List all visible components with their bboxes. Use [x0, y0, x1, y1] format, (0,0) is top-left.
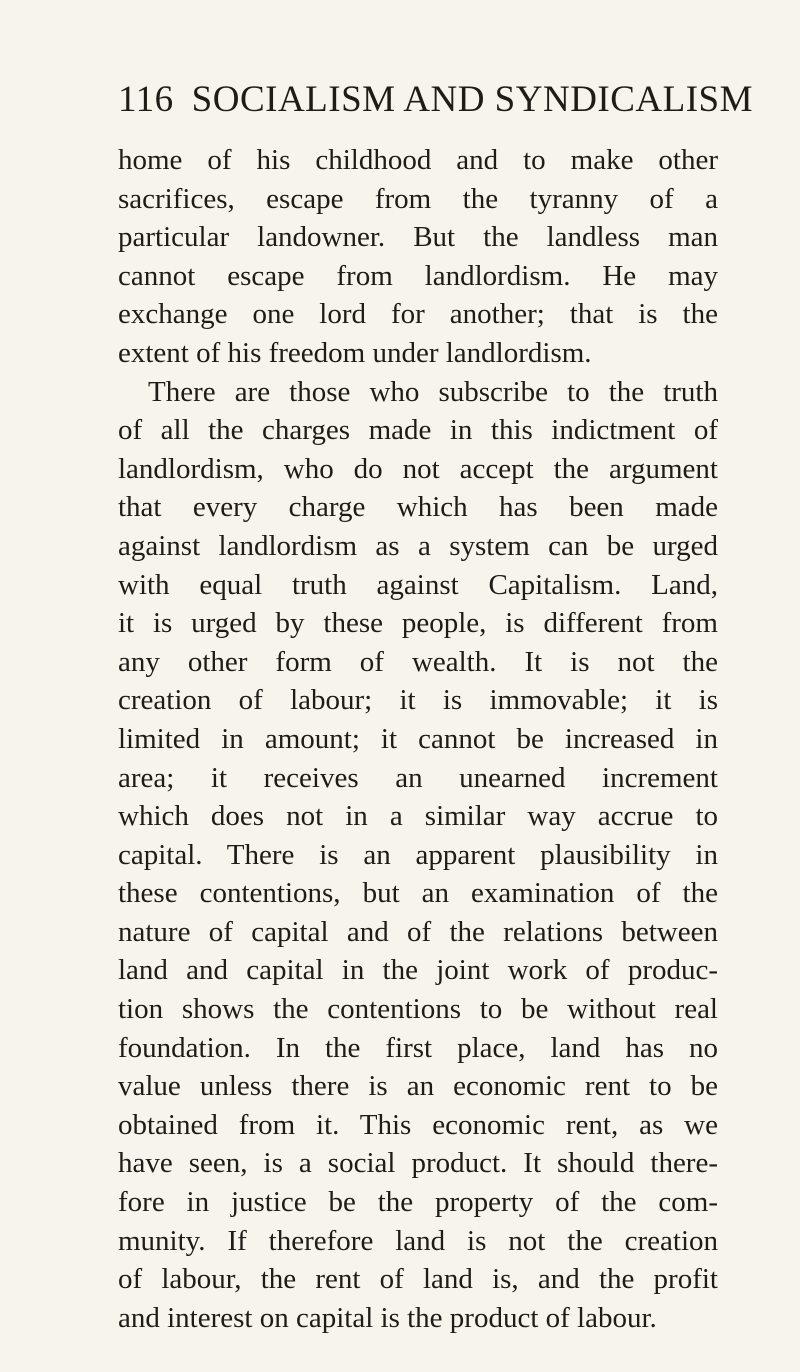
- text-line: extent of his freedom under landlordism.: [118, 336, 592, 369]
- body-text: [118, 141, 718, 1337]
- text-line: obtained from it. This economic rent, as we: [118, 1108, 718, 1141]
- text-line: nature of capital and of the relations between: [118, 915, 718, 948]
- text-line: these contentions, but an examination of the: [118, 877, 718, 910]
- text-line: of labour, the rent of land is, and the profit: [118, 1263, 718, 1296]
- text-line: with equal truth against Capitalism. Land,: [118, 568, 718, 601]
- text-line: There are those who subscribe to the truth: [148, 375, 718, 408]
- text-line: value unless there is an economic rent to be: [118, 1070, 718, 1103]
- text-line: landlordism, who do not accept the argument: [118, 452, 718, 485]
- text-line: munity. If therefore land is not the creation: [118, 1224, 718, 1257]
- paragraph: [118, 141, 718, 373]
- text-line: against landlordism as a system can be urged: [118, 529, 718, 562]
- text-line: land and capital in the joint work of produc-: [118, 954, 718, 987]
- running-head: [118, 78, 754, 121]
- text-line: sacrifices, escape from the tyranny of a: [118, 182, 718, 215]
- text-line: exchange one lord for another; that is the: [118, 298, 718, 331]
- text-line: any other form of wealth. It is not the: [118, 645, 718, 678]
- text-line: have seen, is a social product. It should there-: [118, 1147, 718, 1180]
- running-title: SOCIALISM AND SYNDICALISM: [191, 79, 754, 120]
- text-line: that every charge which has been made: [118, 491, 718, 524]
- text-line: limited in amount; it cannot be increased in: [118, 722, 718, 755]
- text-line: tion shows the contentions to be without real: [118, 993, 718, 1026]
- text-line: fore in justice be the property of the com-: [118, 1186, 718, 1219]
- text-line: particular landowner. But the landless man: [118, 221, 718, 254]
- text-line: area; it receives an unearned increment: [118, 761, 718, 794]
- text-line: capital. There is an apparent plausibility in: [118, 838, 718, 871]
- text-line: of all the charges made in this indictment of: [118, 414, 718, 447]
- page-number: 116: [118, 79, 174, 120]
- text-line: cannot escape from landlordism. He may: [118, 259, 718, 292]
- text-line: foundation. In the first place, land has no: [118, 1031, 718, 1064]
- text-line: home of his childhood and to make other: [118, 144, 718, 176]
- paragraph: [118, 373, 718, 1338]
- text-line: it is urged by these people, is different from: [118, 607, 718, 640]
- text-line: and interest on capital is the product of labour.: [118, 1301, 657, 1334]
- text-line: which does not in a similar way accrue to: [118, 800, 718, 833]
- text-line: creation of labour; it is immovable; it is: [118, 684, 718, 717]
